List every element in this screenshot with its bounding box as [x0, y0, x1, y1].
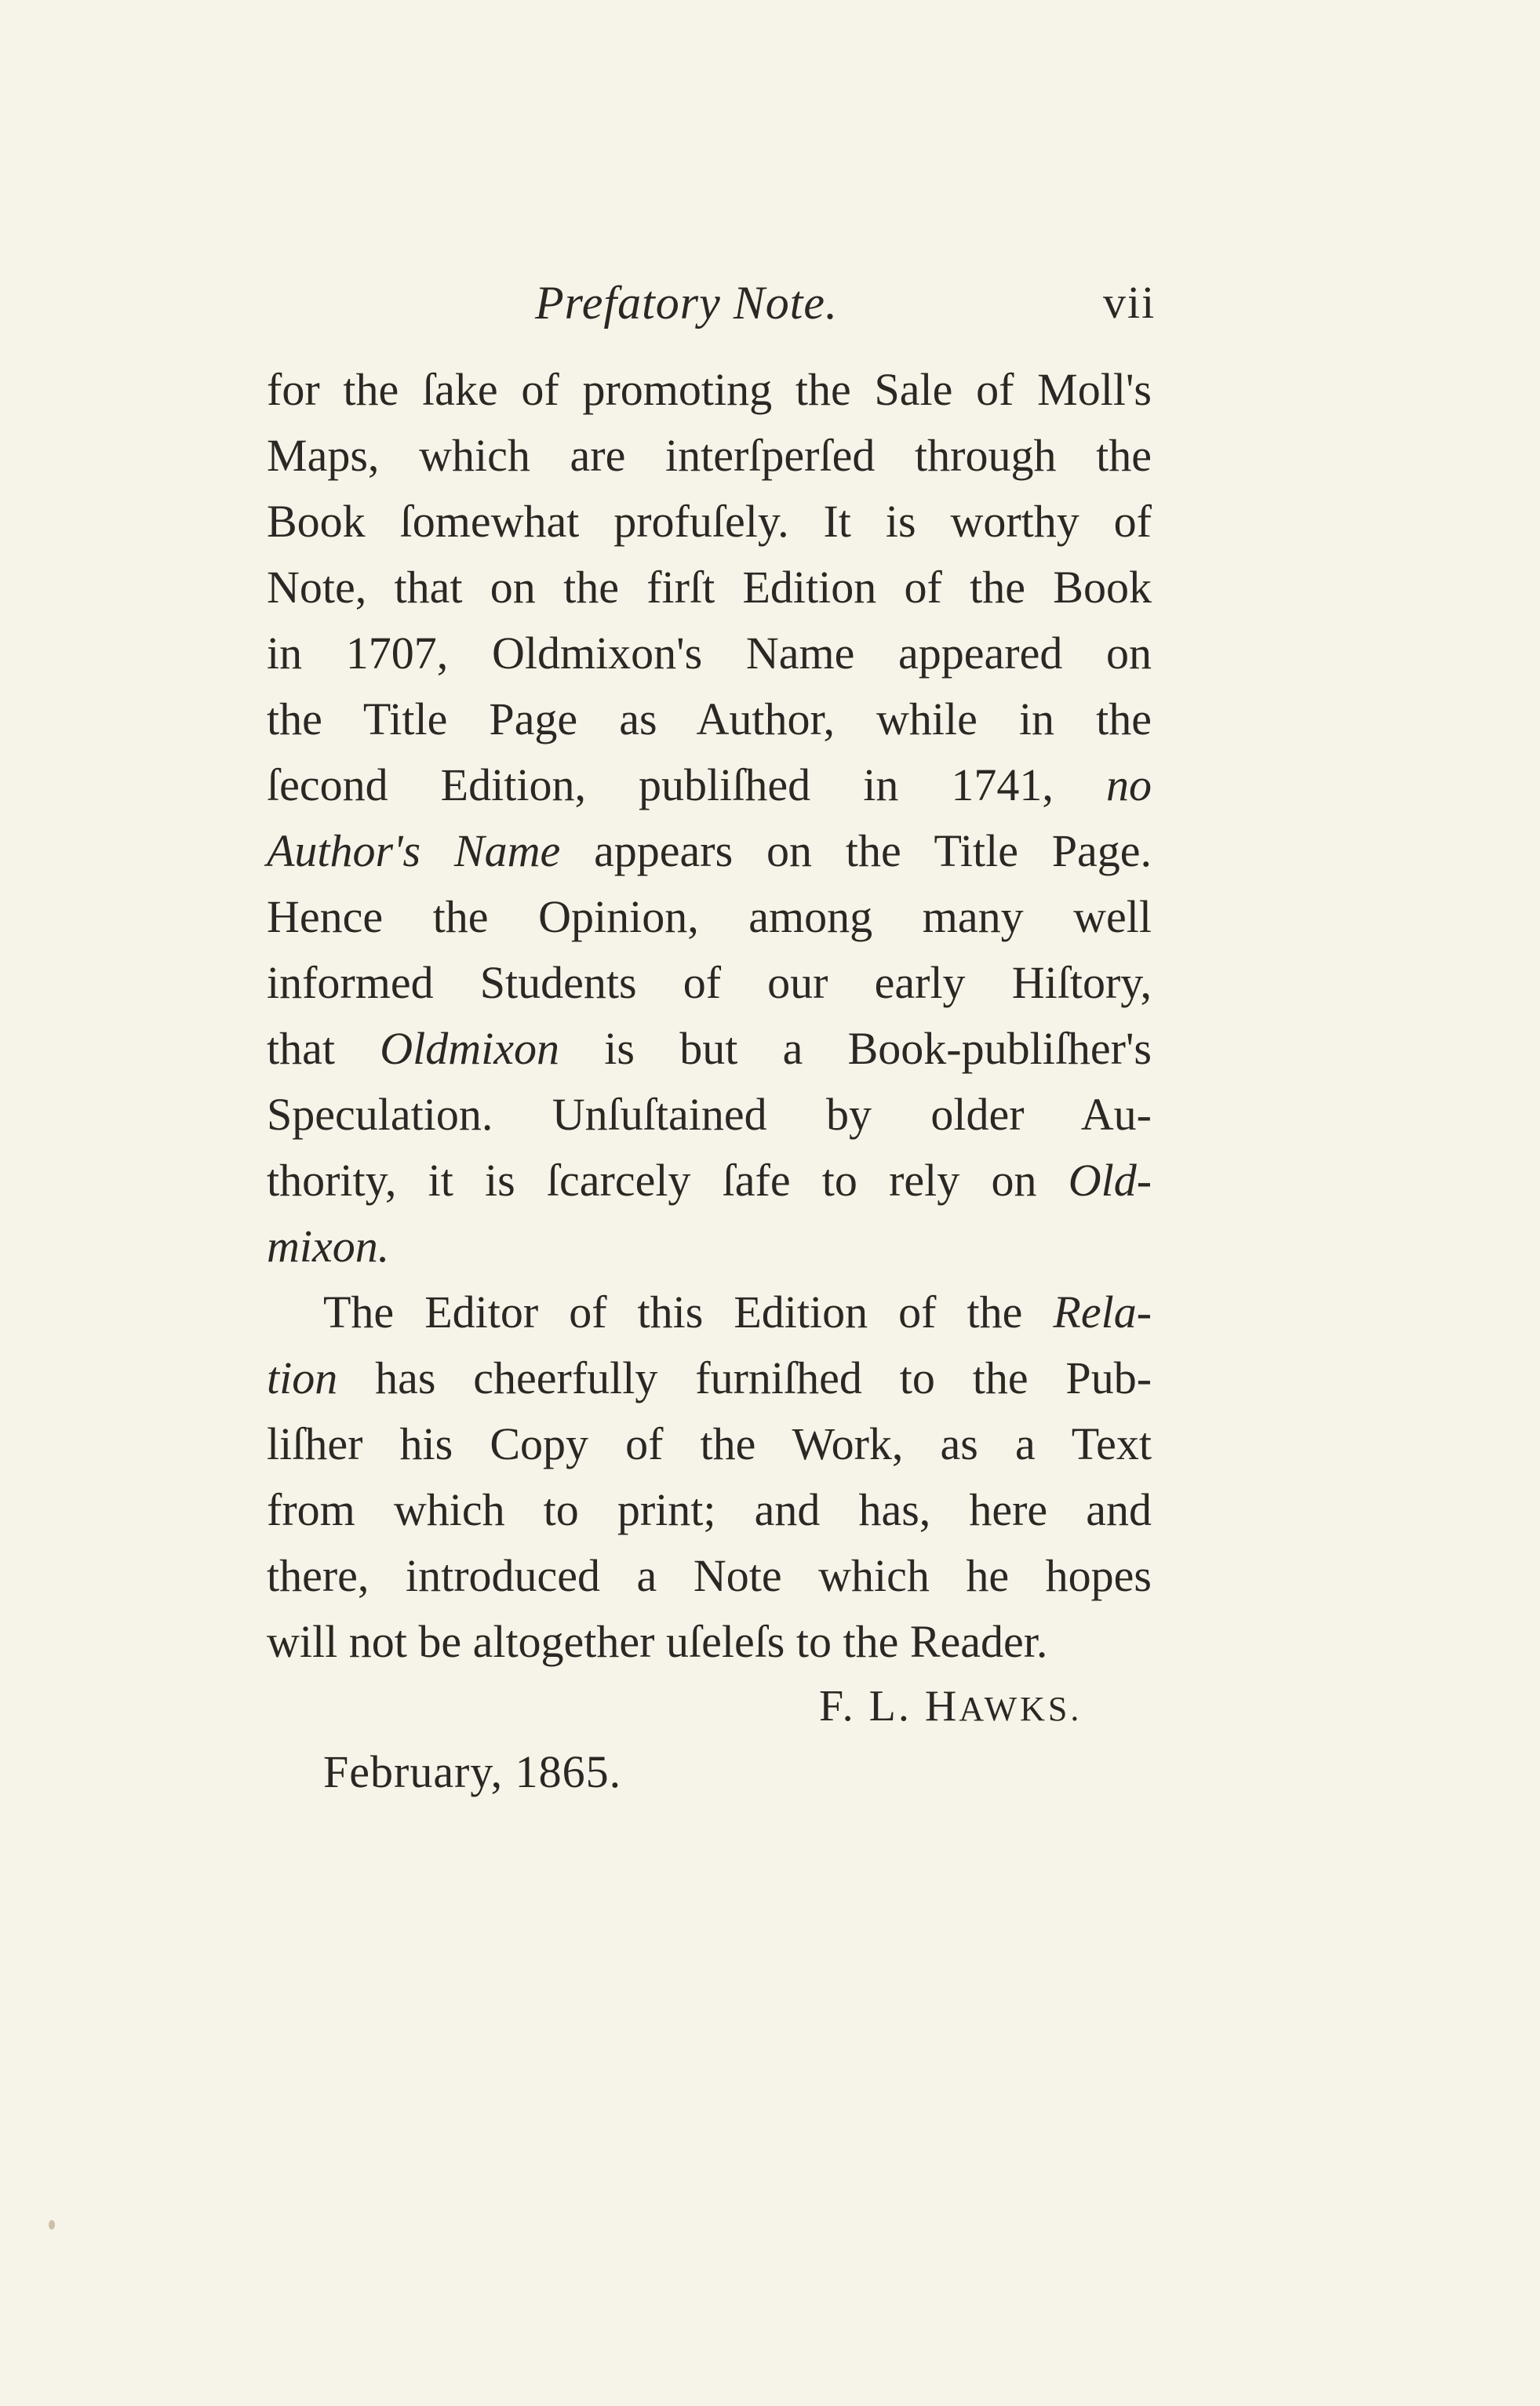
text-segment: that [267, 1023, 335, 1074]
page-number: vii [1103, 277, 1156, 328]
text-line [267, 1351, 1152, 1406]
text-line: liſher his Copy of the Work, as a Text [267, 1418, 1152, 1469]
italic-phrase: Author's Name [267, 825, 561, 876]
signature-surname: AWKS. [959, 1690, 1083, 1728]
text-line: Maps, which are interſperſed through the [267, 430, 1152, 481]
text-line: for the ſake of promoting the Sale of Moll's [267, 364, 1152, 415]
signature-initials: F. L. H [819, 1682, 959, 1731]
text-segment: appears on the Title Page. [594, 825, 1152, 876]
text-line: in 1707, Oldmixon's Name appeared on [267, 628, 1152, 679]
signature [819, 1681, 1082, 1731]
running-title: Prefatory Note. [535, 277, 839, 329]
text-line: informed Students of our early Hiſtory, [267, 957, 1152, 1008]
italic-phrase: Oldmixon [380, 1023, 559, 1074]
italic-phrase: tion [267, 1352, 338, 1403]
text-line [267, 1021, 1152, 1076]
italic-phrase: mixon. [267, 1221, 390, 1272]
text-segment: The Editor of this Edition of the [323, 1287, 1023, 1338]
text-line: the Title Page as Author, while in the [267, 693, 1152, 744]
text-line [267, 824, 1152, 879]
text-line: will not be altogether uſeleſs to the Reader. [267, 1616, 1048, 1667]
text-segment: has cheerfully furniſhed to the Pub- [375, 1352, 1152, 1403]
text-line [323, 1285, 1152, 1340]
text-line [267, 1219, 1152, 1274]
dateline: February, 1865. [323, 1746, 622, 1797]
text-line [267, 1153, 1152, 1208]
italic-phrase: Rela- [1053, 1287, 1152, 1338]
text-line: Book ſomewhat profuſely. It is worthy of [267, 496, 1152, 547]
text-segment: thority, it is ſcarcely ſafe to rely on [267, 1155, 1037, 1206]
text-segment: is but a Book-publiſher's [604, 1023, 1152, 1074]
italic-phrase: no [1106, 759, 1152, 810]
text-line: there, introduced a Note which he hopes [267, 1550, 1152, 1601]
text-segment: ſecond Edition, publiſhed in 1741, [267, 759, 1054, 810]
paper-speck [49, 2220, 55, 2229]
text-line: from which to print; and has, here and [267, 1484, 1152, 1535]
text-line: Speculation. Unſuſtained by older Au- [267, 1089, 1152, 1140]
text-line [267, 758, 1152, 813]
italic-phrase: Old- [1068, 1155, 1152, 1206]
text-line: Hence the Opinion, among many well [267, 891, 1152, 942]
text-line: Note, that on the firſt Edition of the Book [267, 562, 1152, 613]
